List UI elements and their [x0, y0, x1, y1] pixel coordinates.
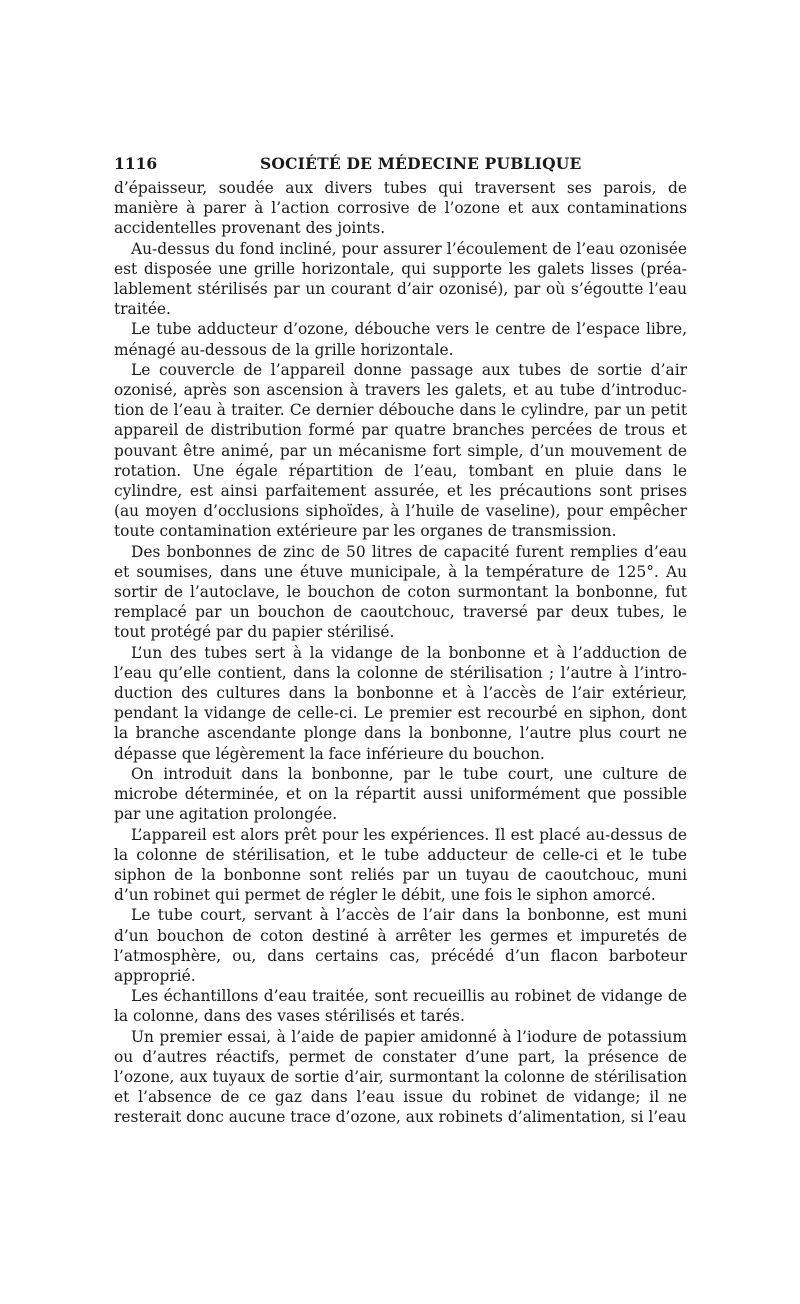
paragraph: Le tube court, servant à l’accès de l’air dans la bonbonne, est muni d’un bouchon de coton destiné à arrêter les germes et impuretés de l’atmosphère, ou, dans certains cas, précédé d’un flacon barboteur approprié. [114, 906, 687, 985]
paragraph: Des bonbonnes de zinc de 50 litres de capacité furent remplies d’eau et soumises, dans une étuve municipale, à la température de 125°. Au sortir de l’autoclave, le bouchon de coton surmontant la bonbonne, fut remplacé par un bouchon de caoutchouc, traversé par deux tubes, le tout protégé par du papier stérilisé. [114, 542, 687, 642]
body-text [114, 178, 687, 1128]
paragraph: Un premier essai, à l’aide de papier amidonné à l’iodure de potassium ou d’autres réactifs, permet de constater d’une part, la présence de l’ozone, aux tuyaux de sortie d’air, surmontant la colonne de stérilisation et l’absence de ce gaz dans l’eau issue du robinet de vidange; il ne resterait donc aucune trace d’ozone, aux robinets d’alimentation, si l’eau [114, 1027, 687, 1127]
document-page [114, 150, 687, 1128]
paragraph-continuation: d’épaisseur, soudée aux divers tubes qui traversent ses parois, de manière à parer à l’action corrosive de l’ozone et aux contaminations accidentelles provenant des joints. [114, 179, 687, 238]
paragraph: L’appareil est alors prêt pour les expériences. Il est placé au-dessus de la colonne de stérilisation, et le tube adducteur de celle-ci et le tube siphon de la bonbonne sont reliés par un tuyau de caoutchouc, muni d’un robinet qui permet de régler le débit, une fois le siphon amorcé. [114, 825, 687, 905]
page-number: 1116 [114, 154, 158, 173]
running-head-title: SOCIÉTÉ DE MÉDECINE PUBLIQUE [260, 154, 582, 173]
paragraph: L’un des tubes sert à la vidange de la bonbonne et à l’adduction de l’eau qu’elle contient, dans la colonne de stérilisation ; l’autre à l’introduction des cultures dans la bonbonne et à l’accès de l’air extérieur, pendant la vidange de celle-ci. Le premier est recourbé en siphon, dont la branche ascendante plonge dans la bonbonne, l’autre plus court ne dépasse que légèrement la face inférieure du bouchon. [114, 643, 687, 763]
paragraph: Les échantillons d’eau traitée, sont recueillis au robinet de vidange de la colonne, dans des vases stérilisés et tarés. [114, 987, 687, 1026]
paragraph: Le tube adducteur d’ozone, débouche vers le centre de l’espace libre, ménagé au-dessous de la grille horizontale. [114, 320, 687, 359]
paragraph: On introduit dans la bonbonne, par le tube court, une culture de microbe déterminée, et on la répartit aussi uniformément que possible par une agitation prolongée. [114, 764, 687, 824]
paragraph: Le couvercle de l’appareil donne passage aux tubes de sortie d’air ozonisé, après son ascension à travers les galets, et au tube d’introduction de l’eau à traiter. Ce dernier débouche dans le cylindre, par un petit appareil de distribution formé par quatre branches percées de trous et pouvant être animé, par un mécanisme fort simple, d’un mouvement de rotation. Une égale répartition de l’eau, tombant en pluie dans le cylindre, est ainsi parfaitement assurée, et les précautions sont prises (au moyen d’occlusions siphoïdes, à l’huile de vaseline), pour empêcher toute contamination extérieure par les organes de transmission. [114, 360, 687, 541]
running-head [114, 150, 687, 178]
paragraph: Au-dessus du fond incliné, pour assurer l’écoulement de l’eau ozonisée est disposée une grille horizontale, qui supporte les galets lisses (préalablement stérilisés par un courant d’air ozonisé), par où s’égoutte l’eau traitée. [114, 239, 687, 319]
